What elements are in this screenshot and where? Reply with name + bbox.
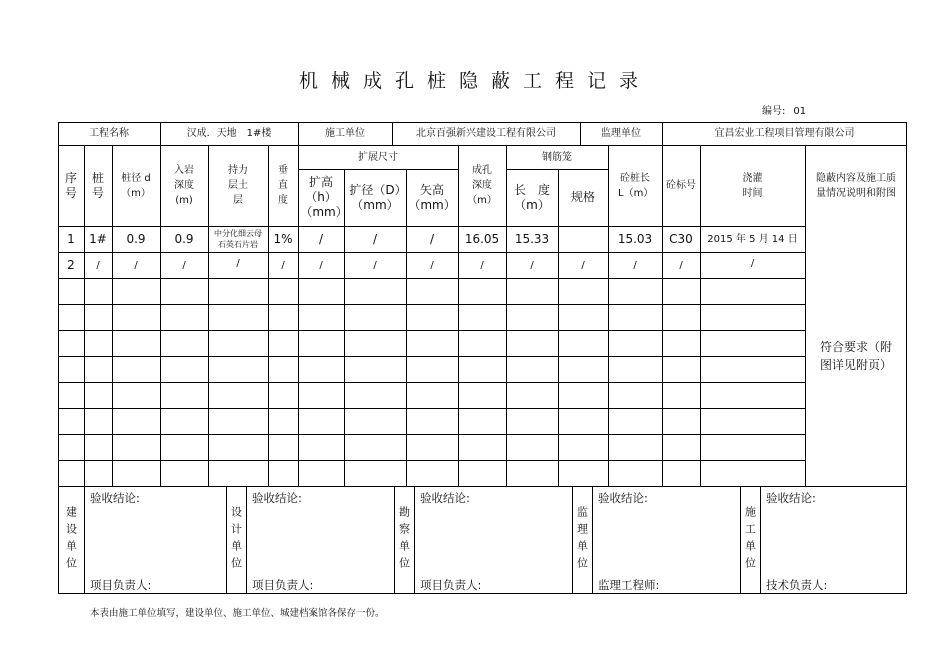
row1-exp-h: / <box>318 231 324 246</box>
sig-unit-survey: 勘察单位 <box>397 506 411 574</box>
row2-pour-time: / <box>750 257 755 269</box>
sig-unit-construction-owner: 建设单位 <box>64 506 78 574</box>
sig-conclusion-survey: 验收结论: <box>420 491 470 505</box>
row2-concrete-length: / <box>633 259 637 271</box>
sig-unit-contractor: 施工单位 <box>743 506 757 574</box>
sig-person-design: 项目负责人: <box>252 578 314 592</box>
header-concrete-grade: 砼标号 <box>666 180 696 191</box>
footnote: 本表由施工单位填写，建设单位、施工单位、城建档案馆各保存一份。 <box>90 608 385 619</box>
row2-seq: 2 <box>67 257 75 272</box>
header-cage-spec: 规格 <box>570 190 595 204</box>
header-pour-time: 浇灌时间 <box>742 172 763 199</box>
header-cage-length: 长 度（m） <box>513 182 550 212</box>
header-exp-height: 扩高（h）（mm） <box>300 175 348 219</box>
row2-cage-length: / <box>530 259 534 271</box>
supervision-unit-label: 监理单位 <box>601 128 641 139</box>
header-concrete-length: 砼桩长 L（m） <box>618 172 654 199</box>
row2-exp-h: / <box>319 259 323 271</box>
sig-conclusion-design: 验收结论: <box>252 491 302 505</box>
header-verticality: 垂直度 <box>278 165 288 206</box>
row1-grade: C30 <box>669 231 693 246</box>
row1-seq: 1 <box>67 231 75 246</box>
row2-hole-depth: / <box>480 259 484 271</box>
row1-pour-time: 2015 年 5 月 14 日 <box>707 233 798 245</box>
sig-person-survey: 项目负责人: <box>420 578 482 592</box>
row2-grade: / <box>679 259 683 271</box>
serial-value: 01 <box>793 106 807 117</box>
row2-exp-d: / <box>373 259 377 271</box>
row1-concrete-length: 15.03 <box>617 231 653 246</box>
row2-sagitta: / <box>430 259 434 271</box>
header-expansion: 扩展尺寸 <box>358 151 398 163</box>
row1-layer: 中分化细云母石英石片岩 <box>214 229 262 249</box>
row1-sagitta: / <box>429 231 435 246</box>
row2-cage-spec: / <box>581 259 585 271</box>
sig-person-supervision: 监理工程师: <box>598 578 660 592</box>
row2-pile-no: / <box>96 259 100 271</box>
sig-person-contractor: 技术负责人: <box>766 578 828 592</box>
construction-unit-label: 施工单位 <box>325 128 365 139</box>
row1-verticality: 1% <box>273 231 293 246</box>
row1-hole-depth: 16.05 <box>464 231 500 246</box>
sig-conclusion-construction-owner: 验收结论: <box>90 491 140 505</box>
header-pile-no: 桩号 <box>91 170 104 200</box>
serial-number <box>762 102 806 117</box>
header-seq: 序号 <box>65 170 78 200</box>
header-exp-diameter: 扩径（D）（mm） <box>349 182 401 212</box>
page-title: 机械成孔桩隐蔽工程记录 <box>298 70 651 92</box>
row2-verticality: / <box>281 259 285 271</box>
sig-conclusion-contractor: 验收结论: <box>766 491 816 505</box>
header-pile-diameter: 桩径 d（m） <box>121 172 151 199</box>
row2-layer: / <box>236 257 240 269</box>
project-name-value: 汉成．天地 1#楼 <box>186 128 272 139</box>
header-bearing-layer: 持力层土层 <box>228 165 248 206</box>
header-sagitta: 矢高（mm） <box>408 182 456 212</box>
header-rock-depth: 入岩深度(m) <box>174 165 194 206</box>
row1-diameter: 0.9 <box>126 231 146 246</box>
row2-diameter: / <box>134 259 138 271</box>
serial-label: 编号: <box>762 106 786 117</box>
sig-conclusion-supervision: 验收结论: <box>598 491 648 505</box>
sig-person-construction-owner: 项目负责人: <box>90 578 152 592</box>
row1-cage-spec <box>558 226 608 252</box>
remark-text: 符合要求（附图详见附页） <box>819 340 892 372</box>
header-hole-depth: 成孔深度（m） <box>467 165 497 206</box>
row1-exp-d: / <box>372 231 378 246</box>
header-concealed-content: 隐蔽内容及施工质量情况说明和附图 <box>816 172 896 199</box>
construction-unit-value: 北京百强新兴建设工程有限公司 <box>416 128 556 139</box>
header-rebar-cage: 钢筋笼 <box>542 151 572 163</box>
row1-cage-length: 15.33 <box>514 231 550 246</box>
sig-unit-supervision: 监理单位 <box>575 506 589 574</box>
supervision-unit-value: 宜昌宏业工程项目管理有限公司 <box>714 128 855 139</box>
row1-rock-depth: 0.9 <box>174 231 194 246</box>
row1-pile-no: 1# <box>89 231 107 246</box>
sig-unit-design: 设计单位 <box>229 506 243 574</box>
project-name-label: 工程名称 <box>89 128 129 139</box>
row2-rock-depth: / <box>182 259 186 271</box>
